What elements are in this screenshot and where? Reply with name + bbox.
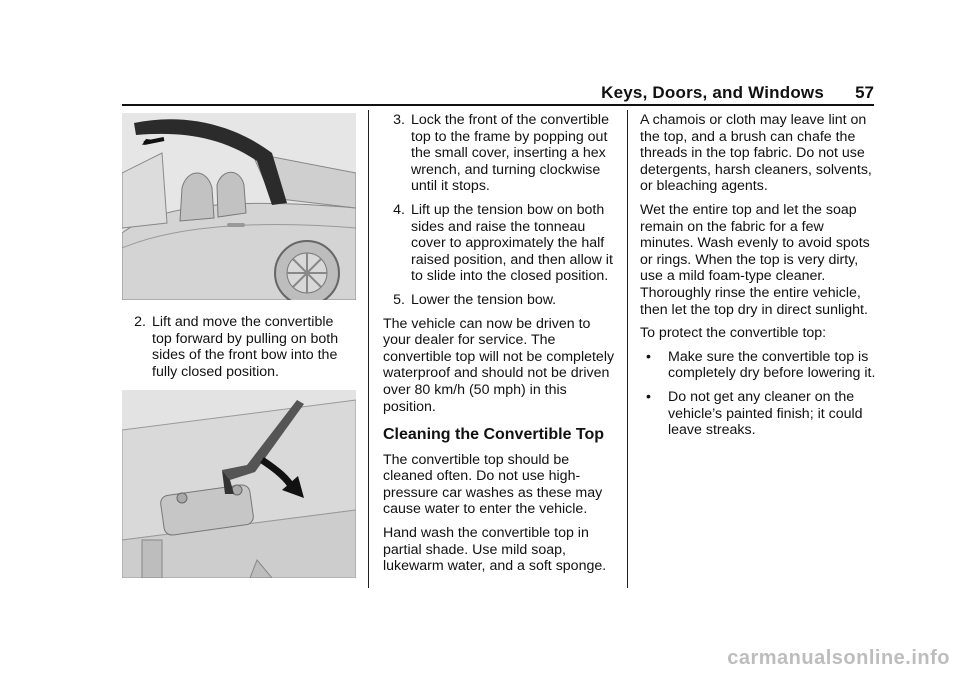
step-text: Lower the tension bow. bbox=[411, 291, 557, 308]
step-4 bbox=[383, 202, 619, 285]
step-text: Lift up the tension bow on both sides and raise the tonneau cover to approximately the half raised position, and then allow it to slide into the closed position. bbox=[411, 201, 613, 285]
bullet-mark: • bbox=[646, 388, 651, 405]
bullet-item bbox=[640, 389, 876, 439]
column-divider-1 bbox=[368, 110, 369, 588]
step-2 bbox=[124, 314, 354, 380]
step-5 bbox=[383, 292, 619, 309]
paragraph: The vehicle can now be driven to your dealer for service. The convertible top will not be completely waterproof and should not be driven over 80 km/h (50 mph) in this position. bbox=[383, 315, 615, 415]
page-number: 57 bbox=[855, 83, 874, 102]
bullet-text: Make sure the convertible top is completely dry before lowering it. bbox=[668, 348, 876, 382]
section-title: Keys, Doors, and Windows bbox=[601, 83, 824, 102]
bullet-item bbox=[640, 349, 876, 382]
paragraph: The convertible top should be cleaned often. Do not use high-pressure car washes as these may cause water to enter the vehicle. bbox=[383, 451, 603, 518]
step-text: Lift and move the convertible top forward by pulling on both sides of the front bow into the fully closed position. bbox=[152, 314, 339, 380]
watermark: carmanualsonline.info bbox=[727, 647, 950, 669]
section-heading: Cleaning the Convertible Top bbox=[383, 426, 605, 444]
column-2-text bbox=[383, 112, 619, 582]
bullet-text: Do not get any cleaner on the vehicle’s painted finish; it could leave streaks. bbox=[668, 388, 863, 439]
convertible-top-raised-illustration bbox=[122, 113, 356, 300]
step-number: 4. bbox=[393, 201, 405, 218]
column-1-text bbox=[124, 314, 354, 387]
paragraph: To protect the convertible top: bbox=[640, 325, 827, 342]
column-divider-2 bbox=[627, 110, 628, 588]
step-number: 3. bbox=[393, 112, 405, 128]
convertible-latch-handle-illustration bbox=[122, 390, 356, 578]
paragraph: A chamois or cloth may leave lint on the top, and a brush can chafe the threads in the top fabric. Do not use detergents, harsh cleaners, solvents, or bleaching agents. bbox=[640, 112, 872, 195]
step-text: Lock the front of the convertible top to the frame by popping out the small cover, inserting a hex wrench, and turning clockwise until it stops. bbox=[411, 112, 609, 195]
paragraph: Hand wash the convertible top in partial shade. Use mild soap, lukewarm water, and a soft sponge. bbox=[383, 525, 607, 575]
column-3-text bbox=[640, 112, 876, 446]
step-number: 2. bbox=[134, 314, 146, 330]
step-3 bbox=[383, 112, 619, 195]
paragraph: Wet the entire top and let the soap remain on the fabric for a few minutes. Wash evenly to avoid spots or rings. When the top is very dirty, use a mild foam-type cleaner. Thoroughly rinse the entire vehicle, then let the top dry in direct sunlight. bbox=[640, 201, 870, 318]
header-rule bbox=[122, 104, 874, 106]
bullet-mark: • bbox=[646, 348, 651, 365]
step-number: 5. bbox=[393, 291, 405, 308]
